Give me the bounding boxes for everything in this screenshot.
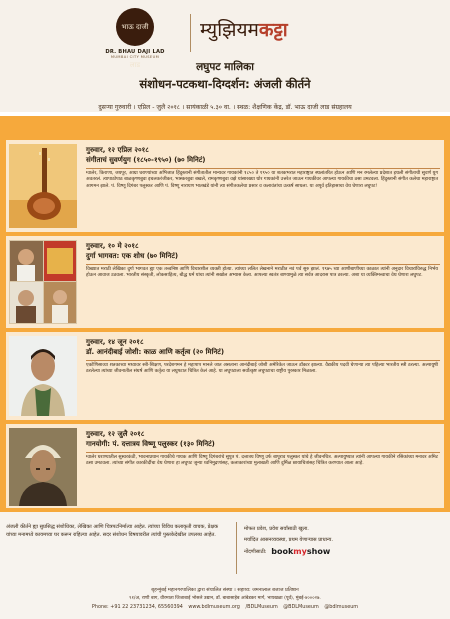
card-heading (86, 146, 438, 165)
logo-name: DR. BHAU DAJI LAD (105, 49, 165, 55)
registration-label: नोंदणीसाठी: (244, 549, 267, 555)
screening-description: ग्वालेर घराण्यातील सुस्वरकंठी, भावनाप्रधान गायकीचे गायक आणि विष्णू दिगंबरांचे सुपुत्र पं. दत्तात्रय विष्णू उर्फ बापूराव पलुस्कर यांचे हे जीवनचित्र. अल्पायुष्यात त्यांनी आपल्या गायकीने रसिकांच्या मनावर अमिट ठसा उमटवला. त्यांच्या संगीत कारकीर्दीचा वेध घेणारा हा लघुपट जुन्या ध्वनिमुद्रणांसह, कलाकारांच्या मुलाखती आणि दुर्मिळ छायाचित्रांसह चित्रित करण्यात आला आहे. (86, 455, 438, 467)
schedule-info: दुसऱ्या गुरुवारी । एप्रिल - जुलै २०१८ । सायंकाळी ५.३० वा. । स्थळ: शैक्षणिक केंद्र, डॉ. भाऊ दाजी लाड संग्रहालय (98, 104, 352, 111)
museum-logo (92, 8, 178, 69)
card-divider (86, 264, 440, 265)
screening-description: एकोणिसाव्या शतकाच्या मध्यावर स्त्री-शिक्षण, परदेशगमन हे महापाप मानले जात असताना आनंदीबाई जोशी अमेरिकेत जाऊन डॉक्टर झाल्या. वैद्यकीय पदवी घेणाऱ्या त्या पहिल्या भारतीय स्त्री ठरल्या. अल्पायुषी ठरलेल्या त्यांच्या जीवनातील संघर्ष आणि कर्तृत्व या लघुपटात चित्रित केलं आहे. या लघुपटाला सर्वोत्कृष्ट लघुपटाचा राष्ट्रीय पुरस्कार मिळाला. (86, 363, 438, 375)
main-title: संशोधन-पटकथा-दिग्दर्शन: अंजली कीर्तने (139, 77, 311, 91)
screening-description: विख्यात मराठी लेखिका दुर्गा भागवत ह्या एक तत्त्वनिष्ठ आणि विचारशील व्यक्ती होत्या. त्यांच्या ललित लेखनाने मराठीत नवं पर्व सुरु झालं. १९७५ च्या आणीबाणीच्या काळात त्यांनी अनुदार विचारांविरुद्ध निर्भय होऊन आवाज उठवला. भारतीय संस्कृती, लोकसाहित्य, बौद्ध धर्म यांचा त्यांनी सखोल अभ्यास केला. आपल्या स्वतंत्र बाण्यामुळे त्या सर्वत्र आदरास पात्र ठरल्या. अशा या व्यक्तिमत्त्वाचा वेध घेणारा लघुपट. (86, 267, 438, 279)
brand-main: म्युझियम (200, 19, 259, 41)
bms-my: my (293, 547, 307, 556)
screening-card (6, 140, 444, 232)
card-divider (86, 360, 440, 361)
entry-info (244, 524, 444, 558)
card-divider (86, 168, 440, 169)
instagram-link[interactable]: @bdlmuseum (324, 604, 359, 610)
logo-subtitle: MUMBAI CITY MUSEUM (110, 55, 160, 59)
brand-title (200, 16, 288, 42)
address-line: ९१/अ, राणी बाग, वीरमाता जिजाबाई भोसले उद्यान, डॉ. बाबासाहेब आंबेडकर मार्ग, भायखळा (पूर्व), मुंबई-४०००२७. (129, 596, 321, 601)
anandibai-portrait (9, 336, 77, 416)
bms-book: book (271, 547, 294, 556)
header (0, 0, 450, 112)
screenings-panel (0, 116, 450, 512)
bookmyshow-logo[interactable] (271, 546, 330, 557)
series-title: लघुपट मालिका (196, 61, 254, 73)
paluskar-portrait (9, 428, 77, 506)
brand-accent: कट्टा (258, 19, 288, 41)
website-link[interactable]: www.bdlmuseum.org (188, 604, 240, 610)
card-heading (86, 242, 438, 261)
card-heading (86, 338, 438, 357)
screening-date: गुरुवार, १२ जुलै २०१८ (86, 430, 145, 438)
twitter-link[interactable]: @BDLMuseum (283, 604, 319, 610)
phone-text: Phone: +91 22 23731234, 65560394 (91, 604, 183, 610)
free-entry-text: मोफत प्रवेश, प्रवेश सर्वांसाठी खुला. (244, 526, 309, 532)
screening-date: गुरुवार, १२ एप्रिल २०१८ (86, 146, 149, 154)
screening-card (6, 332, 444, 420)
screening-card (6, 424, 444, 508)
organization-line: बृहन्मुंबई महानगरपालिका द्वारा संचालित संस्था । सहाय्य: जमनालाल बजाज प्रतिष्ठान (151, 587, 299, 593)
footer (0, 512, 450, 619)
screening-description: ग्वालेर, किराणा, जयपूर, आग्रा घराण्यांच्या अभिजात हिंदुस्तानी संगीतातील मान्यवर गायकांनी १८५० ते १९५० या शतकभरात महाराष्ट्रात स्थलांतरित होऊन आणि मन रमलेल्या प्रदेशात इथली संगीताची सुवर्ण युग अवतरलं. त्यापाठोपाठ बाळकृष्णबुवा इचलकरंजीकर, भास्करबुवा बखले, रामकृष्णबुवा वझे यांसारख्या थोर गायकांनी उत्तरेत जाऊन गायकीवर आपल्या गायकीचा ठसा उमटवला. हिंदुस्तानी संगीत कलेचा महाराष्ट्रात आगमन झाले. पं. विष्णू दिगंबर पलुस्कर आणि पं. विष्णू नारायण भातखंडे यांनी त्या संगीतकलेचा प्रसार व कलावंतांचा उत्कर्ष साधला. या अपूर्व इतिहासाचा वेध घेणारा लघुपट! (86, 171, 438, 189)
sitar-image (9, 144, 77, 228)
seating-text: मर्यादित आसनव्यवस्था, प्रथम येणाऱ्यास प्राधान्य. (244, 537, 333, 543)
card-heading (86, 430, 438, 449)
screening-title: दुर्गा भागवत: एक शोध (७० मिनिटं) (86, 252, 179, 260)
durga-bhagwat-collage (9, 240, 77, 324)
bms-show: show (306, 547, 331, 556)
logo-mark: भाऊ दाजी लाड (116, 8, 154, 46)
screening-title: संगीताचं सुवर्णयुग (१८५०-१९५०) (७० मिनिटं) (86, 156, 206, 164)
card-divider (86, 452, 440, 453)
contact-line (0, 604, 450, 610)
registration-row (244, 546, 444, 558)
header-divider (190, 14, 191, 52)
about-director: अंजली कीर्तने ह्या सुप्रसिद्ध संशोधिका, लेखिका आणि चित्रपटनिर्मात्या आहेत. त्यांच्या विविध कलाकृती वाचक, प्रेक्षक यांच्या मनामध्ये कायमच्या घर करून राहिल्या आहेत. सदर संशोधन विषयावरील त्यांची पुस्तकेदेखील उपलब्ध आहेत. (6, 524, 219, 538)
screening-card (6, 236, 444, 328)
footer-divider (236, 522, 237, 574)
screening-title: गानयोगी: पं. दत्तात्रय विष्णू पलुस्कर (१३० मिनिटं) (86, 440, 215, 448)
facebook-link[interactable]: /BDLMuseum (245, 604, 278, 610)
screening-date: गुरुवार, १० मे २०१८ (86, 242, 139, 250)
screening-title: डॉ. आनंदीबाई जोशी: काळ आणि कर्तृत्व (२० मिनिटं) (86, 348, 225, 356)
screening-date: गुरुवार, १४ जून २०१८ (86, 338, 144, 346)
